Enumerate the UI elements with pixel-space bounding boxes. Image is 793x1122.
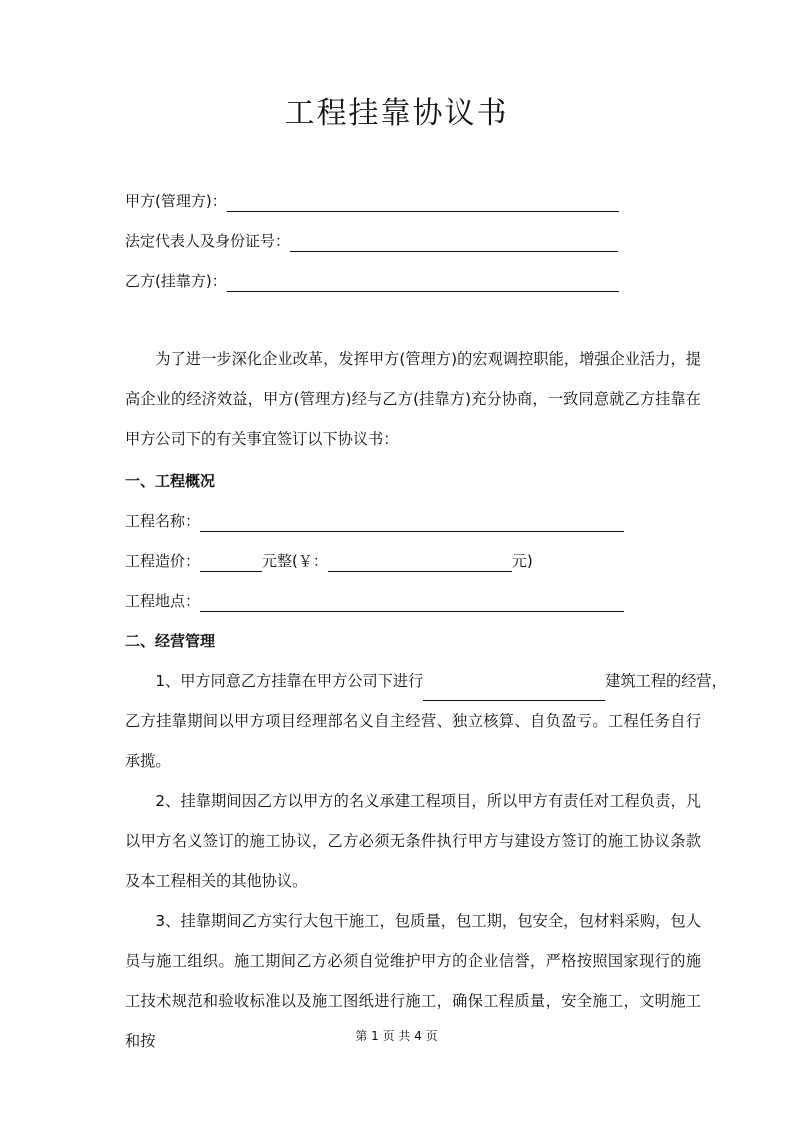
cost-figure-blank[interactable] [328,553,512,572]
clause-1-blank[interactable] [423,684,605,701]
party-b-blank[interactable] [227,273,619,292]
project-cost-line [125,550,533,572]
cost-unit-text: 元整(￥： [262,552,328,570]
page-footer: 第 1 页 共 4 页 [355,1029,438,1043]
party-b-label: 乙方(挂靠方)： [125,272,227,290]
project-location-line [125,590,624,612]
clause-1-suffix: 建筑工程的经营， [605,672,727,690]
clause-1-rest: 乙方挂靠期间以甲方项目经理部名义自主经营、独立核算、自负盈亏。工程任务自行承揽。 [125,712,701,770]
party-b-line [125,270,619,292]
clause-3: 3、挂靠期间乙方实行大包干施工，包质量，包工期，包安全，包材料采购，包人员与施工组织。施工期间乙方必须自觉维护甲方的企业信誉，严格按照国家现行的施工技术规范和验收标准以及施工图纸进行施工，确保工程质量，安全施工，文明施工和按 [125,912,701,1050]
party-a-label: 甲方(管理方)： [125,192,227,210]
section1-heading: 一、工程概况 [125,472,216,490]
party-a-line [125,190,619,212]
project-name-label: 工程名称： [125,512,201,530]
project-cost-blank[interactable] [200,553,262,572]
legal-rep-blank[interactable] [290,233,618,252]
cost-close-text: 元) [511,552,533,570]
clause-1-first-line [125,661,727,701]
legal-rep-line [125,230,618,252]
section2-heading: 二、经营管理 [125,632,216,650]
clause-1 [125,661,727,781]
intro-paragraph: 为了进一步深化企业改革，发挥甲方(管理方)的宏观调控职能，增强企业活力，提高企业的经济效益，甲方(管理方)经与乙方(挂靠方)充分协商，一致同意就乙方挂靠在甲方公司下的有关事宜签订以下协议书： [125,350,701,448]
party-a-blank[interactable] [227,193,619,212]
project-location-blank[interactable] [200,593,624,612]
clause-1-prefix: 1、甲方同意乙方挂靠在甲方公司下进行 [155,672,424,690]
document-title: 工程挂靠协议书 [284,96,509,131]
project-name-blank[interactable] [200,513,624,532]
project-name-line [125,510,624,532]
project-cost-label: 工程造价： [125,552,201,570]
legal-rep-label: 法定代表人及身份证号： [125,232,291,250]
project-location-label: 工程地点： [125,592,201,610]
clause-2: 2、挂靠期间因乙方以甲方的名义承建工程项目，所以甲方有责任对工程负责，凡以甲方名义签订的施工协议，乙方必须无条件执行甲方与建设方签订的施工协议条款及本工程相关的其他协议。 [125,792,701,890]
